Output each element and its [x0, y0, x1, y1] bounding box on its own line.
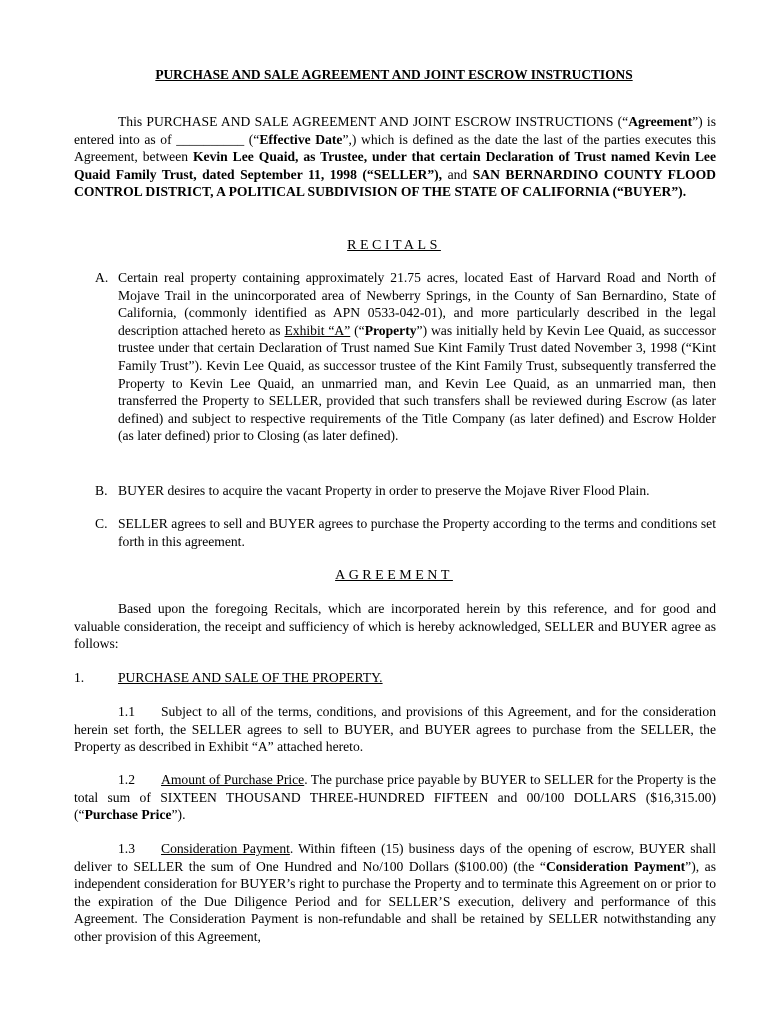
- purchase-price-term: Purchase Price: [84, 807, 172, 823]
- effective-date-term: Effective Date: [259, 131, 343, 147]
- document-title: PURCHASE AND SALE AGREEMENT AND JOINT ESCROW INSTRUCTIONS: [155, 67, 633, 82]
- section-1-3: [74, 840, 716, 946]
- agreement-heading: AGREEMENT: [335, 568, 453, 583]
- section-1-3-number: 1.3: [118, 841, 135, 856]
- recital-c-text: SELLER agrees to sell and BUYER agrees to purchase the Property according to the terms and conditions set forth in this agreement.: [118, 516, 716, 549]
- recital-a-text-2: (“: [350, 322, 365, 338]
- section-1-3-text-2: ”), as independent consideration for BUYER’s right to purchase the Property and to terminate this Agreement on or prior to the expiration of the Due Diligence Period and for SELLER’S execution, delivery and performance of this Agreement. The Consideration Payment is non-refundable and shall be retained by SELLER notwithstanding any other provision of this Agreement,: [74, 858, 716, 944]
- agreement-intro-text: Based upon the foregoing Recitals, which are incorporated herein by this reference, and for good and valuable consideration, the receipt and sufficiency of which is hereby acknowledged, SELLER and BUYER agree as follows:: [74, 601, 716, 652]
- intro-text-1: This PURCHASE AND SALE AGREEMENT AND JOINT ESCROW INSTRUCTIONS (“: [118, 114, 629, 129]
- agreement-term: Agreement: [628, 114, 693, 129]
- intro-text-3: ”,) which is defined as the date the last of the parties executes this Agreement, between: [74, 131, 716, 165]
- section-number: 1.: [74, 670, 85, 685]
- property-term: Property: [364, 322, 417, 338]
- section-1-2-number: 1.2: [118, 772, 135, 787]
- section-1-heading: [0, 669, 770, 687]
- recital-letter: C.: [95, 516, 108, 531]
- exhibit-a-link: Exhibit “A”: [284, 322, 351, 338]
- seller-name: Kevin Lee Quaid, as Trustee, under that certain Declaration of Trust named Kevin Lee Quaid Family Trust, dated September 11, 1998 (“SELLER”),: [74, 149, 716, 182]
- section-1-2-text-2: ”).: [171, 807, 186, 823]
- intro-paragraph: [74, 113, 716, 201]
- consideration-payment-term: Consideration Payment: [545, 858, 686, 874]
- agreement-intro-paragraph: [74, 600, 716, 653]
- recitals-heading: RECITALS: [347, 238, 441, 253]
- section-1-3-text-1: . Within fifteen (15) business days of the opening of escrow, BUYER shall deliver to SELLER the sum of One Hundred and No/100 Dollars ($100.00) (the “: [74, 841, 716, 874]
- intro-text-2: ”) is entered into as of __________ (“: [74, 114, 716, 147]
- section-1-2-text-1: . The purchase price payable by BUYER to SELLER for the Property is the total sum of SIXTEEN THOUSAND THREE-HUNDRED FIFTEEN and 00/100 DOLLARS ($16,315.00) (“: [74, 772, 716, 823]
- recital-a-text-1: Certain real property containing approximately 21.75 acres, located East of Harvard Road and North of Mojave Trail in the unincorporated area of Newberry Springs, in the County of San Bernardino, State of California, (commonly identified as APN 0533-042-01), and more particularly described in the legal description attached hereto as: [118, 270, 716, 338]
- section-1-1-text: Subject to all of the terms, conditions, and provisions of this Agreement, and for the consideration herein set forth, the SELLER agrees to sell to BUYER, and BUYER agrees to purchase from the SELLER, the Property as described in Exhibit “A” attached hereto.: [74, 704, 716, 755]
- section-1-3-heading: Consideration Payment: [161, 841, 290, 856]
- recital-c: [95, 515, 716, 550]
- recital-a-text-3: ”) was initially held by Kevin Lee Quaid, as successor trustee under that certain Declaration of Trust named Sue Kint Family Trust dated November 3, 1998 (“Kint Family Trust”). Kevin Lee Quaid, as successor trustee of the Kint Family Trust, subsequently transferred the Property to Kevin Lee Quaid, an unmarried man, and Kevin Lee Quaid, as an unmarried man, then transferred the Property to SELLER, provided that such transfers shall be reviewed during Escrow (as later defined) and subject to respective requirements of the Title Company (as later defined) and Escrow Holder (as later defined) prior to Closing (as later defined).: [118, 322, 716, 444]
- section-1-2: [74, 771, 716, 824]
- section-1-1: [74, 703, 716, 756]
- section-title: PURCHASE AND SALE OF THE PROPERTY.: [118, 670, 383, 685]
- section-1-1-number: 1.1: [118, 704, 135, 719]
- recital-b-text: BUYER desires to acquire the vacant Property in order to preserve the Mojave River Flood Plain.: [118, 483, 650, 498]
- section-1-2-heading: Amount of Purchase Price: [161, 772, 305, 787]
- recital-b: [95, 482, 716, 500]
- recital-letter: B.: [95, 483, 108, 498]
- buyer-name: SAN BERNARDINO COUNTY FLOOD CONTROL DISTRICT, A POLITICAL SUBDIVISION OF THE STATE OF CALIFORNIA (“BUYER”).: [74, 166, 716, 200]
- recital-a: [95, 269, 716, 445]
- intro-text-4: and: [442, 166, 473, 182]
- recital-letter: A.: [95, 270, 109, 285]
